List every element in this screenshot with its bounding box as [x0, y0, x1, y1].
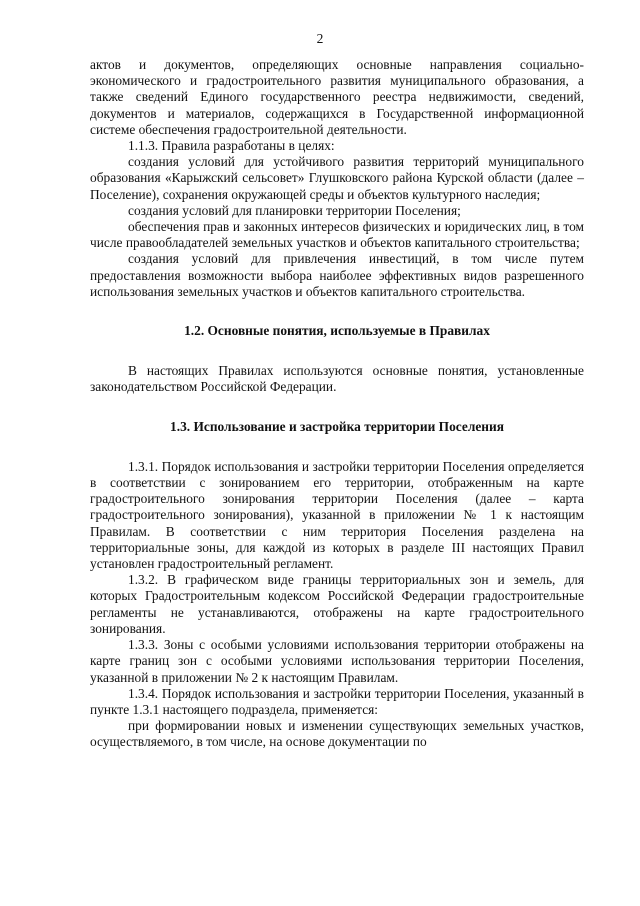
goal-item-4: создания условий для привлечения инвестиций, в том числе путем предоставления возможности выбора наиболее эффективных видов разрешенного использования земельных участков и объектов капитального строительства.	[90, 251, 584, 299]
paragraph-1-3-2: 1.3.2. В графическом виде границы территориальных зон и земель, для которых Градостроительным кодексом Российской Федерации градостроительные регламенты не устанавливаются, отображены на карте градостроительного зонирования.	[90, 572, 584, 636]
paragraph-1-3-1: 1.3.1. Порядок использования и застройки территории Поселения определяется в соответствии с зонированием его территории, отображенным на карте градостроительного зонирования территории Поселения (далее – карта градостроительного зонирования), указанной в приложении № 1 к настоящим Правилам. В соответствии с ним территория Поселения разделена на территориальные зоны, для каждой из которых в разделе III настоящих Правил установлен градостроительный регламент.	[90, 458, 584, 572]
spacer	[90, 435, 584, 459]
section-heading-1-2: 1.2. Основные понятия, используемые в Правилах	[184, 323, 490, 339]
paragraph-final: при формировании новых и изменении существующих земельных участков, осуществляемого, в том числе, на основе документации по	[90, 718, 584, 750]
paragraph-1-3-3: 1.3.3. Зоны с особыми условиями использования территории отображены на карте границ зон с особыми условиями использования территории Поселения, указанной в приложении № 2 к настоящим Правилам.	[90, 637, 584, 685]
paragraph-1-1-3: 1.1.3. Правила разработаны в целях:	[128, 138, 335, 154]
page-number: 2	[316, 31, 324, 46]
spacer	[90, 300, 584, 323]
document-body	[90, 57, 584, 751]
goal-item-3: обеспечения прав и законных интересов физических и юридических лиц, в том числе правообладателей земельных участков и объектов капитального строительства;	[90, 219, 584, 251]
goal-item-1: создания условий для устойчивого развития территорий муниципального образования «Карыжский сельсовет» Глушковского района Курской области (далее – Поселение), сохранения окружающей среды и объектов культурного наследия;	[90, 154, 584, 202]
section-heading-1-3: 1.3. Использование и застройка территории Поселения	[170, 418, 504, 434]
spacer	[90, 396, 584, 419]
goal-item-2: создания условий для планировки территории Поселения;	[128, 202, 461, 218]
paragraph-1-2: В настоящих Правилах используются основные понятия, установленные законодательством Российской Федерации.	[90, 363, 584, 395]
intro-paragraph: актов и документов, определяющих основные направления социально-экономического и градостроительного развития муниципального образования, а также сведений Единого государственного реестра недвижимости, сведений, документов и материалов, содержащихся в Государственной информационной системе обеспечения градостроительной деятельности.	[90, 57, 584, 137]
paragraph-1-3-4: 1.3.4. Порядок использования и застройки территории Поселения, указанный в пункте 1.3.1 настоящего подраздела, применяется:	[90, 685, 584, 717]
spacer	[90, 339, 584, 363]
